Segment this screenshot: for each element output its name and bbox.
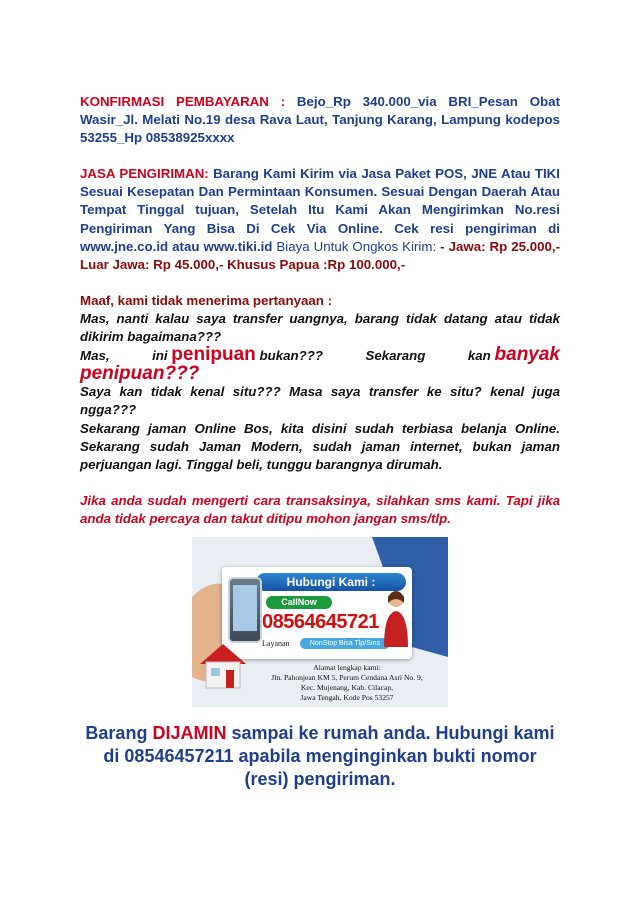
final-p1: Barang <box>85 723 153 743</box>
business-card <box>222 567 412 659</box>
row-penipuan: penipuan <box>171 344 256 366</box>
card-title: Hubungi Kami : <box>256 573 406 591</box>
addr-line3: Kec. Mujenang, Kab. Cilacap, <box>300 683 394 692</box>
support-agent-icon <box>382 587 410 647</box>
jasa-text: Barang Kami Kirim via Jasa Paket POS, JNE Atau TIKI Sesuai Kesepatan Dan Permintaan Konsumen. Sesuai Dengan Daerah Atau Tempat Tinggal tujuan, Setelah Itu Kami Akan Mengirimkan No.resi Pengiriman Yang Bisa Di Cek Via Online. Cek resi pengiriman di www.jne.co.id atau www.tiki.id <box>80 166 560 254</box>
maaf-line1: Mas, nanti kalau saya transfer uangnya, barang tidak datang atau tidak dikirim bagaimana??? <box>80 310 560 345</box>
konfirmasi-label: KONFIRMASI PEMBAYARAN : <box>80 94 286 109</box>
addr-line4: Jawa Tengah, Kode Pos 53257 <box>300 693 394 702</box>
house-icon <box>196 640 250 690</box>
addr-line2: Jln. Pahonjean KM 5, Perum Cendana Asri No. 9, <box>271 673 423 682</box>
layanan-label: Layanan <box>262 639 290 648</box>
row-sekarang: Sekarang <box>365 348 426 364</box>
final-p2: sampai ke rumah anda. Hubungi kami di 08546457211 apabila menginginkan bukti nomor (resi) pengiriman. <box>103 723 555 789</box>
card-phone-number: 08564645721 <box>262 611 379 633</box>
nonstop-badge: NonStop Bisa Tlp/Sms <box>300 638 390 649</box>
row-banyak: banyak <box>494 344 560 366</box>
konfirmasi-text: Bejo_Rp 340.000_via BRI_Pesan Obat Wasir_Jl. Melati No.19 desa Rava Laut, Tanjung Karang, Lampung kodepos 53255_Hp 08538925xxxx <box>80 94 560 146</box>
smartphone-icon <box>228 577 262 643</box>
penipuan2: penipuan??? <box>80 363 200 385</box>
ajakan-paragraph: Jika anda sudah mengerti cara transaksinya, silahkan sms kami. Tapi jika anda tidak percaya dan takut ditipu mohon jangan sms/tlp. <box>80 492 560 526</box>
addr-line1: Alamat lengkap kami: <box>313 663 381 672</box>
document-body <box>80 93 560 528</box>
maaf-line3: Sekarang jaman Online Bos, kita disini sudah terbiasa belanja Online. Sekarang sudah Jaman Modern, sudah jaman internet, bukan jaman perjuangan lagi. Tinggal beli, tunggu barangnya dirumah. <box>80 420 560 472</box>
final-statement <box>80 722 560 791</box>
callnow-badge: CallNow <box>266 596 332 609</box>
maaf-line2: Saya kan tidak kenal situ??? Masa saya transfer ke situ? kenal juga ngga??? <box>80 384 560 418</box>
biaya-text: Biaya Untuk <box>272 238 349 254</box>
row-bukan: bukan??? <box>259 348 323 364</box>
row-mas: Mas, <box>80 348 110 364</box>
maaf-heading: Maaf, kami tidak menerima pertanyaan : <box>80 292 332 308</box>
jasa-paragraph <box>80 165 560 274</box>
row-kan: kan <box>467 348 491 364</box>
final-dijamin: DIJAMIN <box>152 723 227 743</box>
ongkos-label: Ongkos Kirim: <box>352 238 437 254</box>
tarif-text: - Jawa: Rp 25.000,- Luar Jawa: Rp 45.000,- Khusus Papua :Rp 100.000,- <box>80 238 561 272</box>
jasa-label: JASA PENGIRIMAN: <box>80 166 209 182</box>
address-block <box>252 663 442 703</box>
row-ini: ini <box>152 348 168 364</box>
konfirmasi-paragraph <box>80 93 560 147</box>
